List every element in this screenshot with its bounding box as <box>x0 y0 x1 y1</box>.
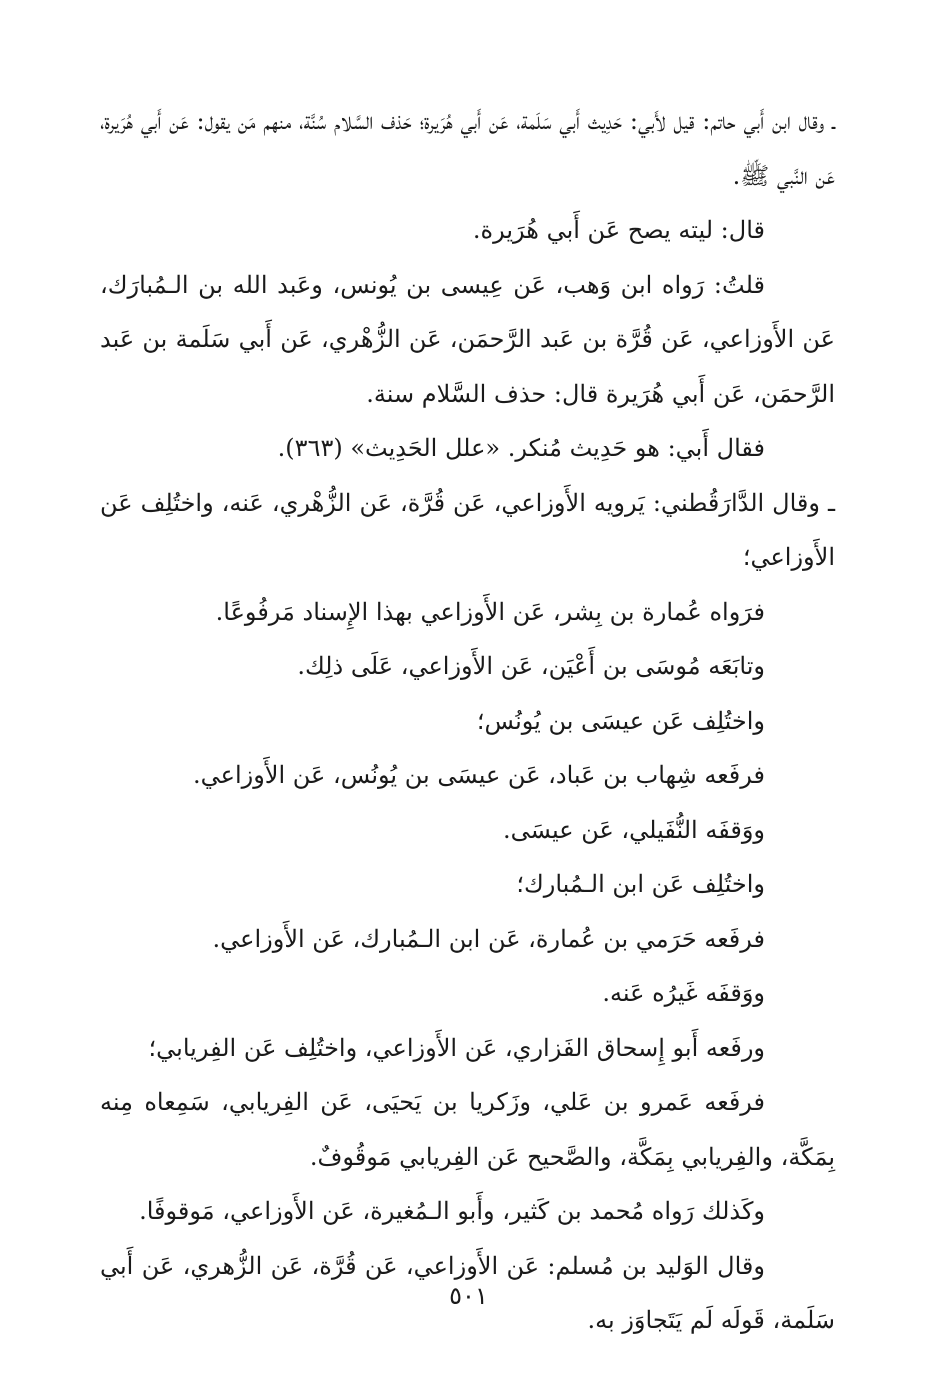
paragraph: فرفَعه حَرَمي بن عُمارة، عَن ابن الـمُبارك، عَن الأَوزاعي. <box>212 924 765 953</box>
paragraph: فرَواه عُمارة بن بِشر، عَن الأَوزاعي بهذا الإِسناد مَرفُوعًا. <box>215 597 765 626</box>
paragraph: ـ وقال الدَّارَقُطني: يَرويه الأَوزاعي، عَن قُرَّة، عَن الزُّهْري، عَنه، واختُلِف عَن الأَوزاعي؛ <box>100 488 835 571</box>
paragraph: فرفَعه شِهاب بن عَباد، عَن عيسَى بن يُونُس، عَن الأَوزاعي. <box>193 761 765 789</box>
paragraph: فقال أَبي: هو حَدِيث مُنكر. «علل الحَدِيث» (٣٦٣). <box>277 434 765 462</box>
paragraph: فرفَعه عَمرو بن عَلي، وزَكريا بن يَحيَى، عَن الفِريابي، سَمِعاه مِنه بِمَكَّة، والفِريابي بِمَكَّة، والصَّحيح عَن الفِريابي مَوقُوفٌ. <box>100 1088 835 1171</box>
page-number: ٥٠١ <box>449 1282 488 1310</box>
paragraph: وتابَعَه مُوسَى بن أَعْيَن، عَن الأَوزاعي، عَلَى ذلِك. <box>297 652 765 680</box>
paragraph: واختُلِف عَن عيسَى بن يُونُس؛ <box>476 706 765 735</box>
paragraph: ورفَعه أَبو إِسحاق الفَزاري، عَن الأَوزاعي، واختُلِف عَن الفِريابي؛ <box>148 1033 765 1062</box>
paragraph: قلتُ: رَواه ابن وَهب، عَن عِيسى بن يُونس، وعَبد الله بن الـمُبارَك، عَن الأَوزاعي، عَن قُرَّة بن عَبد الرَّحمَن، عَن الزُّهْري، عَن أَبي سَلَمة بن عَبد الرَّحمَن، عَن أَبي هُرَيرة قال: حذف السَّلام سنة. <box>100 270 835 408</box>
paragraph: ووَقفَه غَيرُه عَنه. <box>602 979 765 1007</box>
paragraph: وقال الوَليد بن مُسلم: عَن الأَوزاعي، عَن قُرَّة، عَن الزُّهري، عَن أَبي سَلَمة، قَولَه لَم يَتَجاوَز به. <box>100 1251 835 1334</box>
paragraph: ـ وقال ابن أَبي حاتم: قيل لأَبي: حَدِيث أَبي سَلَمة، عَن أَبي هُرَيرة؛ حَذف السَّلام سُنَّة، منهم مَن يقول: عَن أَبي هُرَيرة، عَن النَّبي ﷺ. <box>100 107 835 190</box>
paragraph: ووَقفَه النُّفَيلي، عَن عيسَى. <box>502 815 765 844</box>
paragraph: وكَذلك رَواه مُحمد بن كَثير، وأَبو الـمُغيرة، عَن الأَوزاعي، مَوقوفًا. <box>139 1197 765 1225</box>
paragraph: واختُلِف عَن ابن الـمُبارك؛ <box>516 870 765 898</box>
paragraph: قال: ليته يصح عَن أَبي هُرَيرة. <box>472 216 765 244</box>
body-text <box>100 94 835 1348</box>
